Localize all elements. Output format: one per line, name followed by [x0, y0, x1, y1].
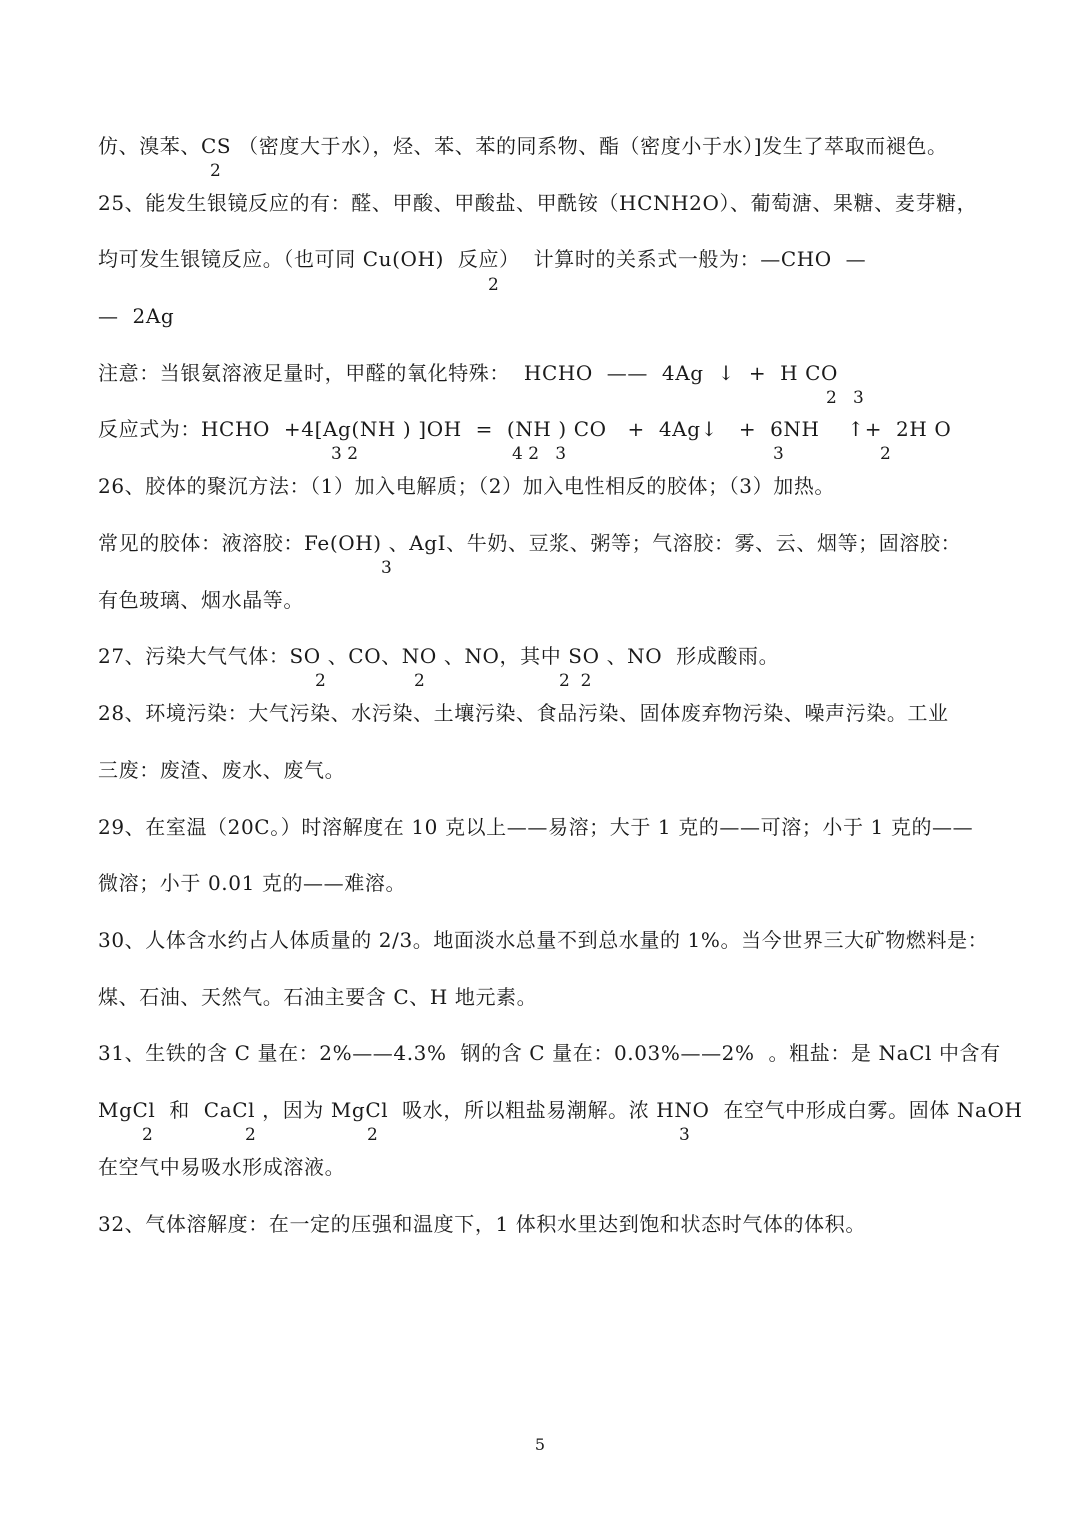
- text-line: 27、污染大气气体：SO 、CO、NO 、NO，其中 SO 、NO 形成酸雨。: [98, 644, 780, 668]
- text-line: 25、能发生银镜反应的有：醛、甲酸、甲酸盐、甲酰铵（HCNH2O）、葡萄溏、果糖、麦芽糖，: [98, 191, 978, 215]
- text-line: 常见的胶体：液溶胶：Fe(OH) 、AgI、牛奶、豆浆、粥等；气溶胶：雾、云、烟等；固溶胶：: [98, 531, 962, 555]
- text-line: 均可发生银镜反应。（也可同 Cu(OH) 反应） 计算时的关系式一般为：—CHO —: [98, 247, 867, 271]
- text-line: 29、在室温（20C。）时溶解度在 10 克以上——易溶；大于 1 克的——可溶；小于 1 克的——: [98, 815, 974, 839]
- subscript: 2 2: [559, 671, 592, 691]
- text-line: 反应式为：HCHO +4[Ag(NH ) ]OH = (NH ) CO + 4Ag↓ + 6NH ↑+ 2H O: [98, 417, 952, 441]
- subscript: 3: [381, 558, 392, 578]
- text-line: 30、人体含水约占人体质量的 2/3。地面淡水总量不到总水量的 1%。当今世界三大矿物燃料是：: [98, 928, 989, 952]
- page-number: 5: [534, 1435, 546, 1454]
- subscript: 2: [315, 671, 326, 691]
- text-line: 有色玻璃、烟水晶等。: [98, 588, 304, 612]
- subscript: 2: [142, 1125, 153, 1145]
- text-line: MgCl 和 CaCl ，因为 MgCl 吸水，所以粗盐易潮解。浓 HNO 在空气中形成白雾。固体 NaOH: [98, 1098, 1023, 1122]
- text-line: 32、气体溶解度：在一定的压强和温度下，1 体积水里达到饱和状态时气体的体积。: [98, 1212, 866, 1236]
- text-line: 三废：废渣、废水、废气。: [98, 758, 346, 782]
- text-line: 微溶；小于 0.01 克的——难溶。: [98, 871, 407, 895]
- subscript: 3: [679, 1125, 690, 1145]
- text-line: 注意：当银氨溶液足量时，甲醛的氧化特殊： HCHO —— 4Ag ↓ + H CO: [98, 361, 839, 385]
- text-line: 31、生铁的含 C 量在：2%——4.3% 钢的含 C 量在：0.03%——2% 。粗盐：是 NaCl 中含有: [98, 1041, 1001, 1065]
- text-line: 煤、石油、天然气。石油主要含 C、H 地元素。: [98, 985, 538, 1009]
- subscript: 2: [880, 444, 891, 464]
- text-line: 26、胶体的聚沉方法：（1）加入电解质；（2）加入电性相反的胶体；（3）加热。: [98, 474, 836, 498]
- subscript: 3 2: [331, 444, 359, 464]
- subscript: 3: [773, 444, 784, 464]
- subscript: 2: [245, 1125, 256, 1145]
- subscript: 2: [210, 161, 221, 181]
- subscript: 2: [367, 1125, 378, 1145]
- text-line: 在空气中易吸水形成溶液。: [98, 1155, 346, 1179]
- subscript: 4 2 3: [512, 444, 567, 464]
- subscript: 2: [488, 275, 499, 295]
- text-line: 28、环境污染：大气污染、水污染、土壤污染、食品污染、固体废弃物污染、噪声污染。工业: [98, 701, 949, 725]
- subscript: 2 3: [826, 388, 864, 408]
- subscript: 2: [414, 671, 425, 691]
- text-line: — 2Ag: [98, 304, 175, 328]
- text-line: 仿、溴苯、CS （密度大于水），烃、苯、苯的同系物、酯（密度小于水）]发生了萃取而褪色。: [98, 134, 948, 158]
